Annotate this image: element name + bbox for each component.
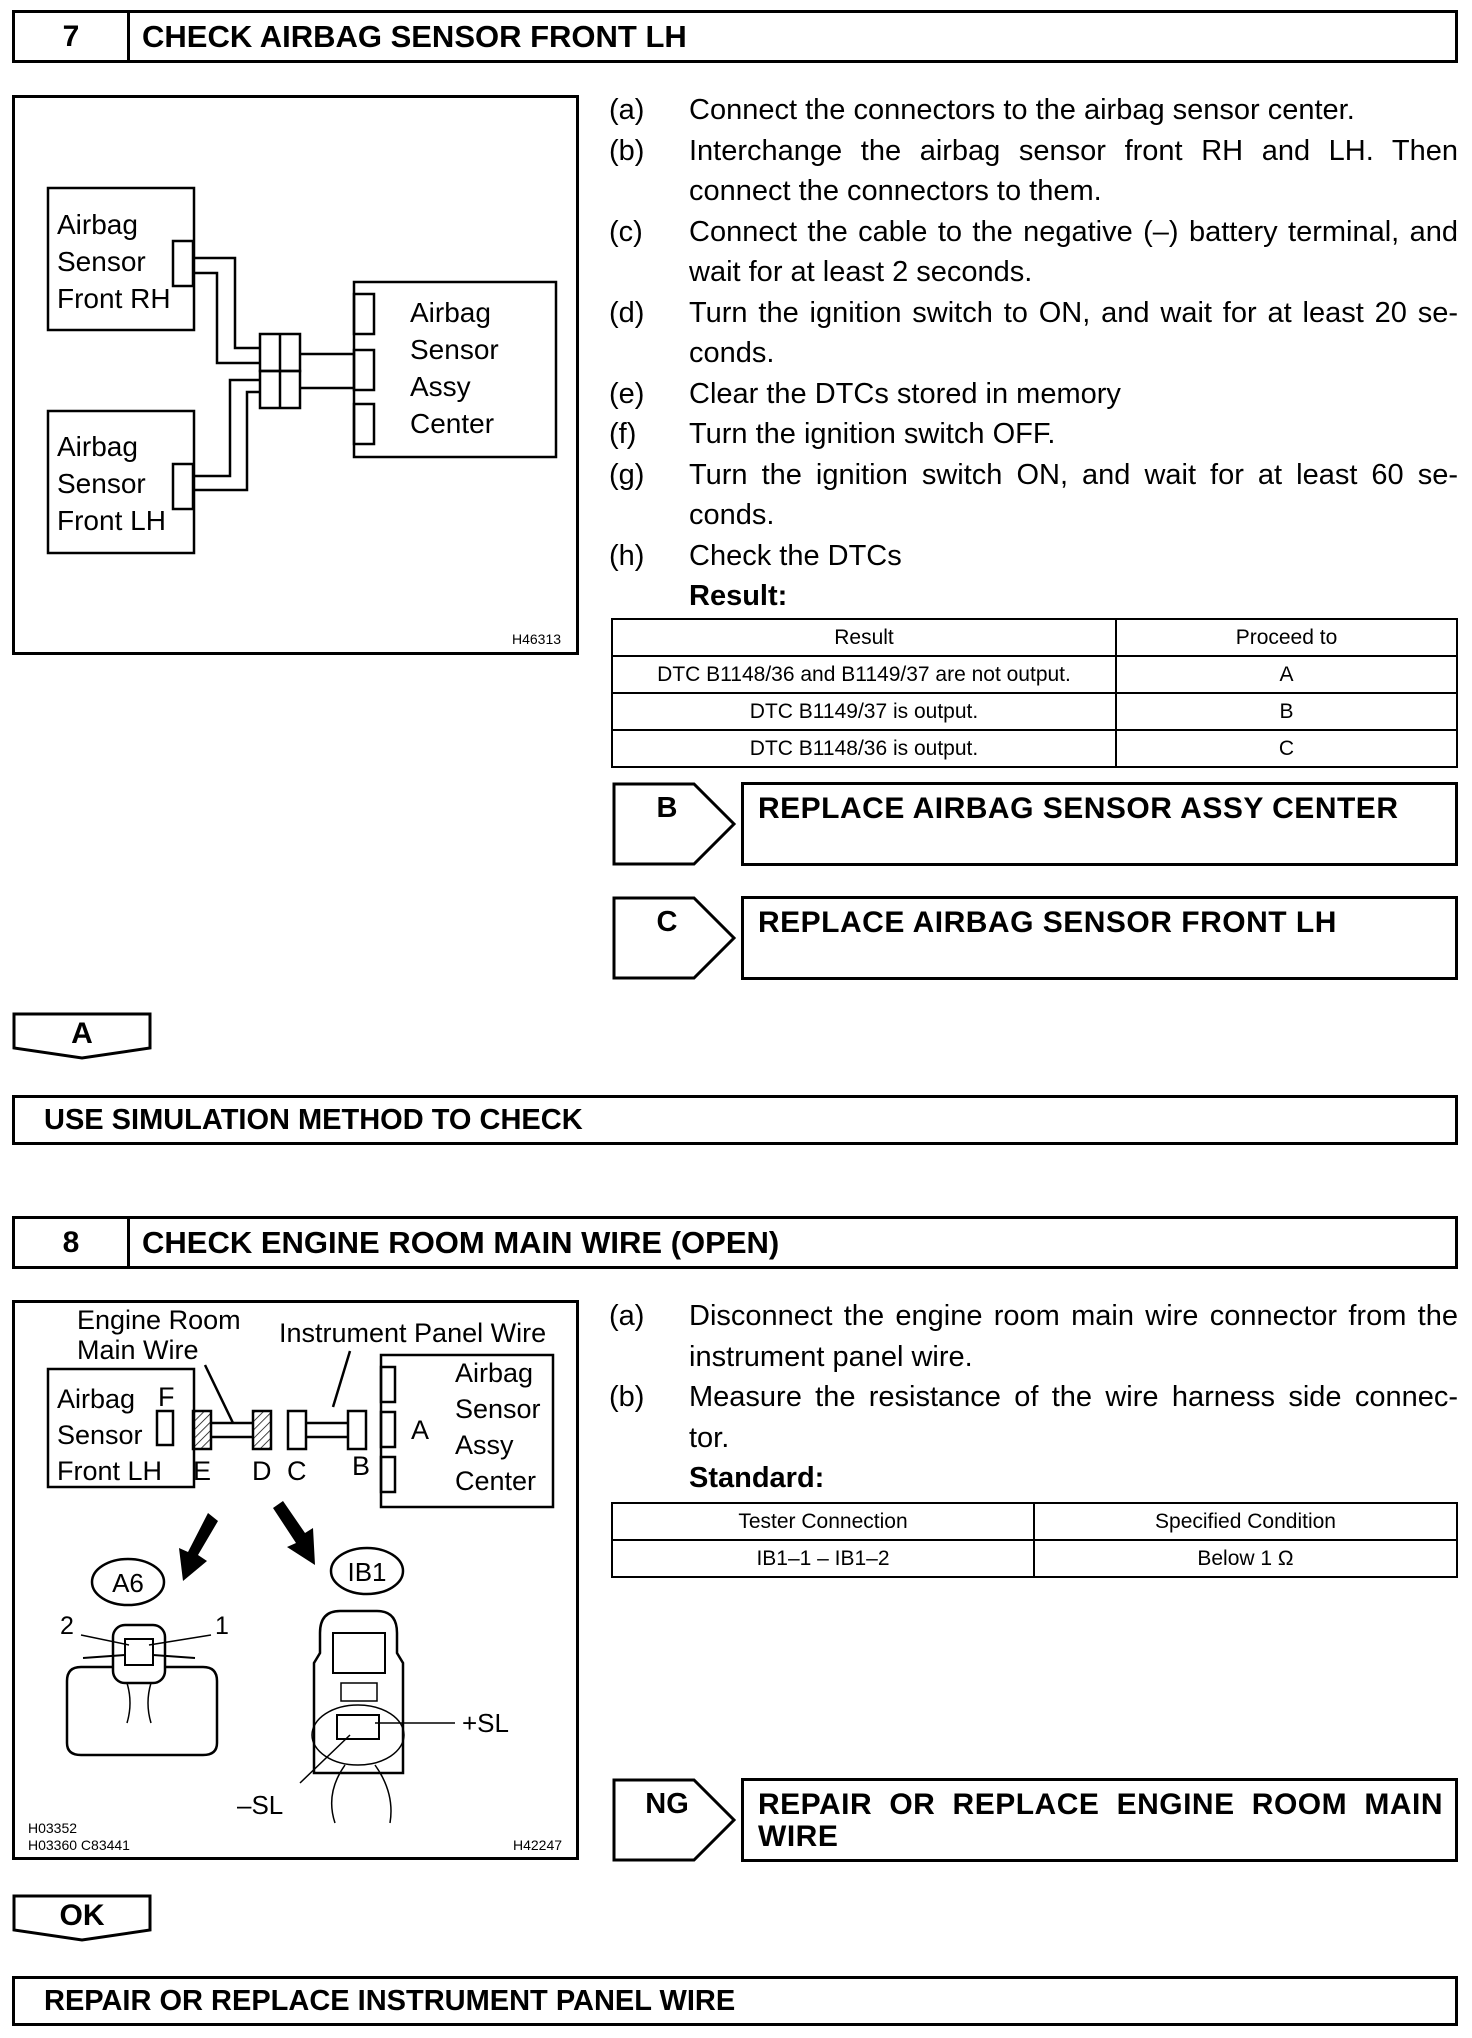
instruction: (h) Check the DTCs <box>609 539 902 572</box>
letter-f: F <box>158 1382 175 1412</box>
instruction: (a) Connect the connectors to the airbag sensor center. <box>609 94 1355 126</box>
pin-1-label: 1 <box>215 1612 229 1640</box>
repair-engine-room-wire-action: REPAIR OR REPLACE ENGINE ROOM MAIN WIRE <box>741 1778 1458 1862</box>
engine-room-label-2: Main Wire <box>77 1335 199 1365</box>
arrow-to-a6-icon <box>179 1513 218 1581</box>
table-cell: DTC B1149/37 is output. <box>612 693 1116 730</box>
result-c-flag <box>612 896 742 980</box>
center-label-2: Sensor <box>410 334 499 365</box>
standard-title: Standard: <box>689 1462 825 1494</box>
a6-callout: A6 <box>112 1568 144 1598</box>
next-step-box: REPAIR OR REPLACE INSTRUMENT PANEL WIRE <box>12 1976 1458 2026</box>
instruction: (e) Clear the DTCs stored in memory <box>609 377 1121 410</box>
result-b-flag <box>612 782 742 866</box>
step-title: CHECK AIRBAG SENSOR FRONT LH <box>142 18 687 54</box>
tab-label: OK <box>59 1899 105 1932</box>
next-step-box: USE SIMULATION METHOD TO CHECK <box>12 1095 1458 1145</box>
figure-code: H03352 <box>28 1820 78 1836</box>
figure-code: H46313 <box>512 631 562 647</box>
step-7-header <box>12 10 1458 63</box>
tab-label: A <box>71 1017 93 1050</box>
center-label-3: Assy <box>455 1430 514 1460</box>
replace-front-lh-action: REPLACE AIRBAG SENSOR FRONT LH <box>741 896 1458 980</box>
pin-2-label: 2 <box>60 1612 74 1640</box>
ib1-callout: IB1 <box>347 1557 387 1587</box>
figure-code: H03360 C83441 <box>28 1837 130 1853</box>
result-ng-flag <box>612 1778 742 1862</box>
center-label-4: Center <box>455 1466 537 1496</box>
figure-code: H42247 <box>513 1837 563 1853</box>
standard-table <box>611 1502 1458 1578</box>
replace-center-action: REPLACE AIRBAG SENSOR ASSY CENTER <box>741 782 1458 866</box>
instruction: (f) Turn the ignition switch OFF. <box>609 418 1056 450</box>
minus-sl-label: –SL <box>237 1790 284 1820</box>
plus-sl-label: +SL <box>462 1708 509 1738</box>
engine-room-label-1: Engine Room <box>77 1305 241 1335</box>
table-row <box>612 656 1457 693</box>
lh-label-3: Front LH <box>57 1456 163 1486</box>
table-header: Tester Connection <box>612 1503 1034 1540</box>
instruction: (g) Turn the ignition switch ON, and wait for at least 60 se- conds. <box>609 458 1458 531</box>
center-label-4: Center <box>410 408 495 439</box>
result-title: Result: <box>689 580 788 612</box>
table-cell: Below 1 Ω <box>1034 1540 1457 1577</box>
table-header: Result <box>612 619 1116 656</box>
table-cell: C <box>1116 730 1457 767</box>
flag-label: NG <box>645 1788 689 1820</box>
letter-d: D <box>252 1456 272 1486</box>
instrument-panel-label: Instrument Panel Wire <box>279 1318 547 1348</box>
instruction: (b) Interchange the airbag sensor front RH and LH. Then connect the connectors to them. <box>609 134 1458 207</box>
table-cell: DTC B1148/36 and B1149/37 are not output. <box>612 656 1116 693</box>
letter-b: B <box>352 1451 371 1481</box>
step-8-header <box>12 1216 1458 1269</box>
engine-room-wire-diagram <box>12 1300 579 1860</box>
lh-label-3: Front LH <box>57 505 166 536</box>
instruction: (a) Disconnect the engine room main wire connector from the instrument panel wire. <box>609 1300 1458 1373</box>
lh-label-2: Sensor <box>57 468 146 499</box>
a6-connector-illustration <box>60 1559 229 1755</box>
letter-a: A <box>411 1415 430 1445</box>
lh-label-1: Airbag <box>57 1384 136 1414</box>
table-cell: DTC B1148/36 is output. <box>612 730 1116 767</box>
step-number: 8 <box>15 1219 130 1266</box>
table-cell: B <box>1116 693 1457 730</box>
table-row <box>612 693 1457 730</box>
step-title: CHECK ENGINE ROOM MAIN WIRE (OPEN) <box>142 1224 780 1260</box>
step-8-instructions <box>609 1296 1458 1499</box>
lh-label-1: Airbag <box>57 431 138 462</box>
airbag-sensor-interchange-diagram <box>12 95 579 655</box>
instruction: (c) Connect the cable to the negative (–) battery terminal, and wait for at least 2 seconds. <box>609 215 1458 288</box>
table-header: Proceed to <box>1116 619 1457 656</box>
flag-label: B <box>656 792 678 824</box>
table-cell: A <box>1116 656 1457 693</box>
lh-label-2: Sensor <box>57 1420 143 1450</box>
center-label-2: Sensor <box>455 1394 541 1424</box>
result-ok-tab <box>12 1894 152 1942</box>
table-row <box>612 1540 1457 1577</box>
rh-label-3: Front RH <box>57 283 171 314</box>
rh-label-2: Sensor <box>57 246 146 277</box>
table-cell: IB1–1 – IB1–2 <box>612 1540 1034 1577</box>
center-label-1: Airbag <box>410 297 491 328</box>
center-label-1: Airbag <box>455 1358 534 1388</box>
step-7-instructions <box>609 90 1458 617</box>
result-a-tab <box>12 1012 152 1060</box>
instruction: (b) Measure the resistance of the wire harness side connec- tor. <box>609 1381 1458 1454</box>
instruction: (d) Turn the ignition switch to ON, and wait for at least 20 se- conds. <box>609 296 1458 369</box>
result-table <box>611 618 1458 768</box>
table-header: Specified Condition <box>1034 1503 1457 1540</box>
table-header-row <box>612 1503 1457 1540</box>
arrow-to-ib1-icon <box>273 1501 315 1565</box>
step-number: 7 <box>15 13 130 60</box>
letter-e: E <box>193 1456 212 1486</box>
flag-label: C <box>656 906 678 938</box>
ib1-connector-illustration <box>237 1548 509 1823</box>
table-header-row <box>612 619 1457 656</box>
letter-c: C <box>287 1456 307 1486</box>
table-row <box>612 730 1457 767</box>
center-label-3: Assy <box>410 371 471 402</box>
rh-label-1: Airbag <box>57 209 138 240</box>
